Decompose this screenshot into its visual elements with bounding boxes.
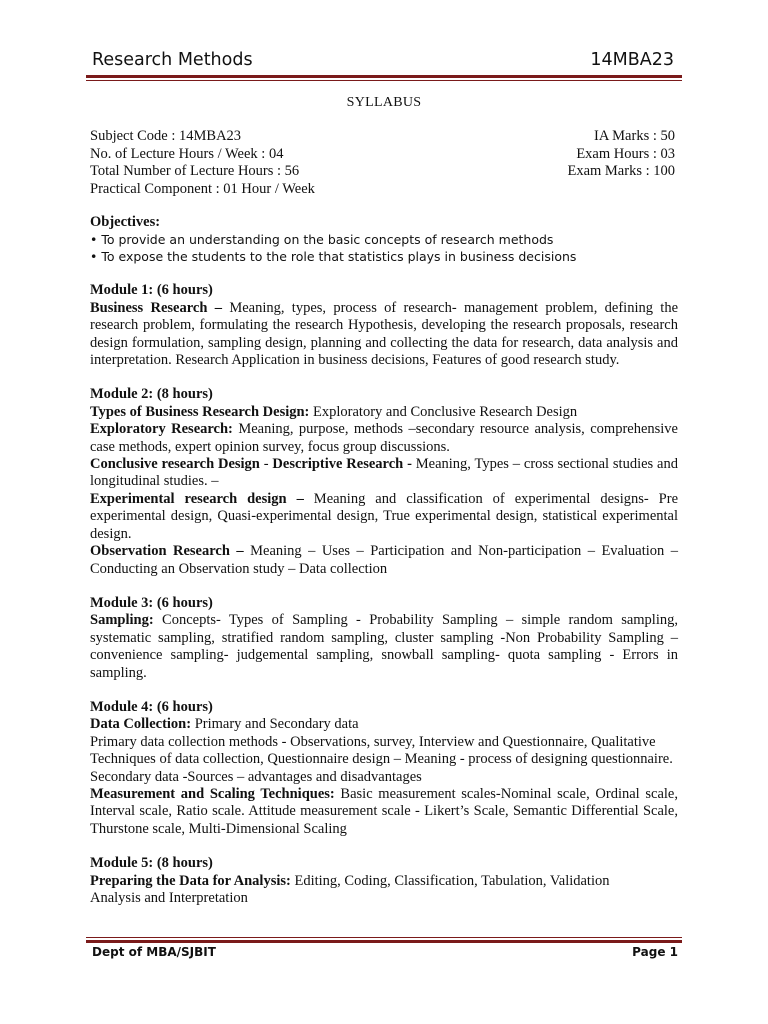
module-2-heading: Module 2: (8 hours) bbox=[90, 386, 213, 403]
exam-hours: Exam Hours : 03 bbox=[576, 145, 675, 162]
subject-code: Subject Code : 14MBA23 bbox=[90, 128, 242, 144]
module-5-analysis: Analysis and Interpretation bbox=[90, 890, 248, 906]
meta-left-block bbox=[90, 128, 315, 198]
meta-right-block bbox=[567, 128, 675, 181]
objective-item: • To expose the students to the role that statistics plays in business decisions bbox=[90, 249, 577, 265]
module-4-data-collection: Data Collection: Primary and Secondary data bbox=[90, 716, 359, 733]
footer-page-number: Page 1 bbox=[632, 945, 678, 959]
module-4-heading: Module 4: (6 hours) bbox=[90, 698, 213, 715]
exam-marks: Exam Marks : 100 bbox=[567, 163, 675, 179]
objective-item: • To provide an understanding on the basic concepts of research methods bbox=[90, 232, 554, 248]
total-lecture-hours: Total Number of Lecture Hours : 56 bbox=[90, 163, 300, 179]
module-2-conclusive: Conclusive research Design - Descriptive Research - Meaning, Types – cross sectional studies and longitudinal studies. – bbox=[90, 456, 678, 490]
footer-department: Dept of MBA/SJBIT bbox=[92, 945, 216, 959]
module-4-secondary-data: Secondary data -Sources – advantages and disadvantages bbox=[90, 768, 422, 785]
document-title: SYLLABUS bbox=[346, 95, 422, 110]
header-course-code: 14MBA23 bbox=[590, 50, 674, 70]
module-2-observation: Observation Research – Meaning – Uses – Participation and Non-participation – Evaluation – Conducting an Observation study – Data collection bbox=[90, 543, 678, 577]
module-5-preparing-data: Preparing the Data for Analysis: Editing, Coding, Classification, Tabulation, Validation bbox=[90, 872, 610, 889]
header-rule-thick bbox=[86, 75, 682, 78]
header-title: Research Methods bbox=[92, 50, 253, 70]
module-5-heading: Module 5: (8 hours) bbox=[90, 855, 213, 872]
ia-marks: IA Marks : 50 bbox=[594, 128, 675, 144]
module-2-experimental: Experimental research design – Meaning and classification of experimental designs- Pre experimental design, Quasi-experimental design, True experimental design, statistical experimental design. bbox=[90, 490, 678, 542]
module-1-heading: Module 1: (6 hours) bbox=[90, 282, 213, 299]
module-2-research-design: Types of Business Research Design: Exploratory and Conclusive Research Design bbox=[90, 403, 578, 420]
module-2-exploratory: Exploratory Research: Meaning, purpose, methods –secondary resource analysis, comprehensive case methods, expert opinion survey, focus group discussions. bbox=[90, 421, 678, 455]
footer-rule-thin bbox=[86, 937, 682, 938]
lecture-hours-week: No. of Lecture Hours / Week : 04 bbox=[90, 145, 284, 162]
objectives-heading: Objectives: bbox=[90, 214, 161, 230]
bullet-icon: • bbox=[90, 232, 102, 248]
practical-component: Practical Component : 01 Hour / Week bbox=[90, 180, 315, 197]
module-1-body: Business Research – Meaning, types, process of research- management problem, defining the research problem, formulating the research Hypothesis, developing the research proposals, research design formulation, sampling design, planning and collecting the data for research, data analysis and interpretation. Research Application in business decisions, Features of good research study. bbox=[90, 299, 678, 369]
footer-rule-thick bbox=[86, 940, 682, 943]
header-rule-thin bbox=[86, 80, 682, 81]
module-3-body: Sampling: Concepts- Types of Sampling - Probability Sampling – simple random sampling, systematic sampling, stratified random sampling, cluster sampling -Non Probability Sampling – convenience sampling- judgemental sampling, snowball sampling- quota sampling - Errors in sampling. bbox=[90, 612, 678, 681]
syllabus-content bbox=[90, 214, 678, 907]
module-3-heading: Module 3: (6 hours) bbox=[90, 594, 213, 611]
bullet-icon: • bbox=[90, 249, 102, 265]
module-4-measurement: Measurement and Scaling Techniques: Basic measurement scales-Nominal scale, Ordinal scale, Interval scale, Ratio scale. Attitude measurement scale - Likert’s Scale, Semantic Differential Scale, Thurstone scale, Multi-Dimensional Scaling bbox=[90, 785, 678, 837]
module-4-primary-data: Primary data collection methods - Observations, survey, Interview and Questionnaire, Qualitative Techniques of data collection, Questionnaire design – Meaning - process of designing questionnaire. bbox=[90, 733, 673, 768]
